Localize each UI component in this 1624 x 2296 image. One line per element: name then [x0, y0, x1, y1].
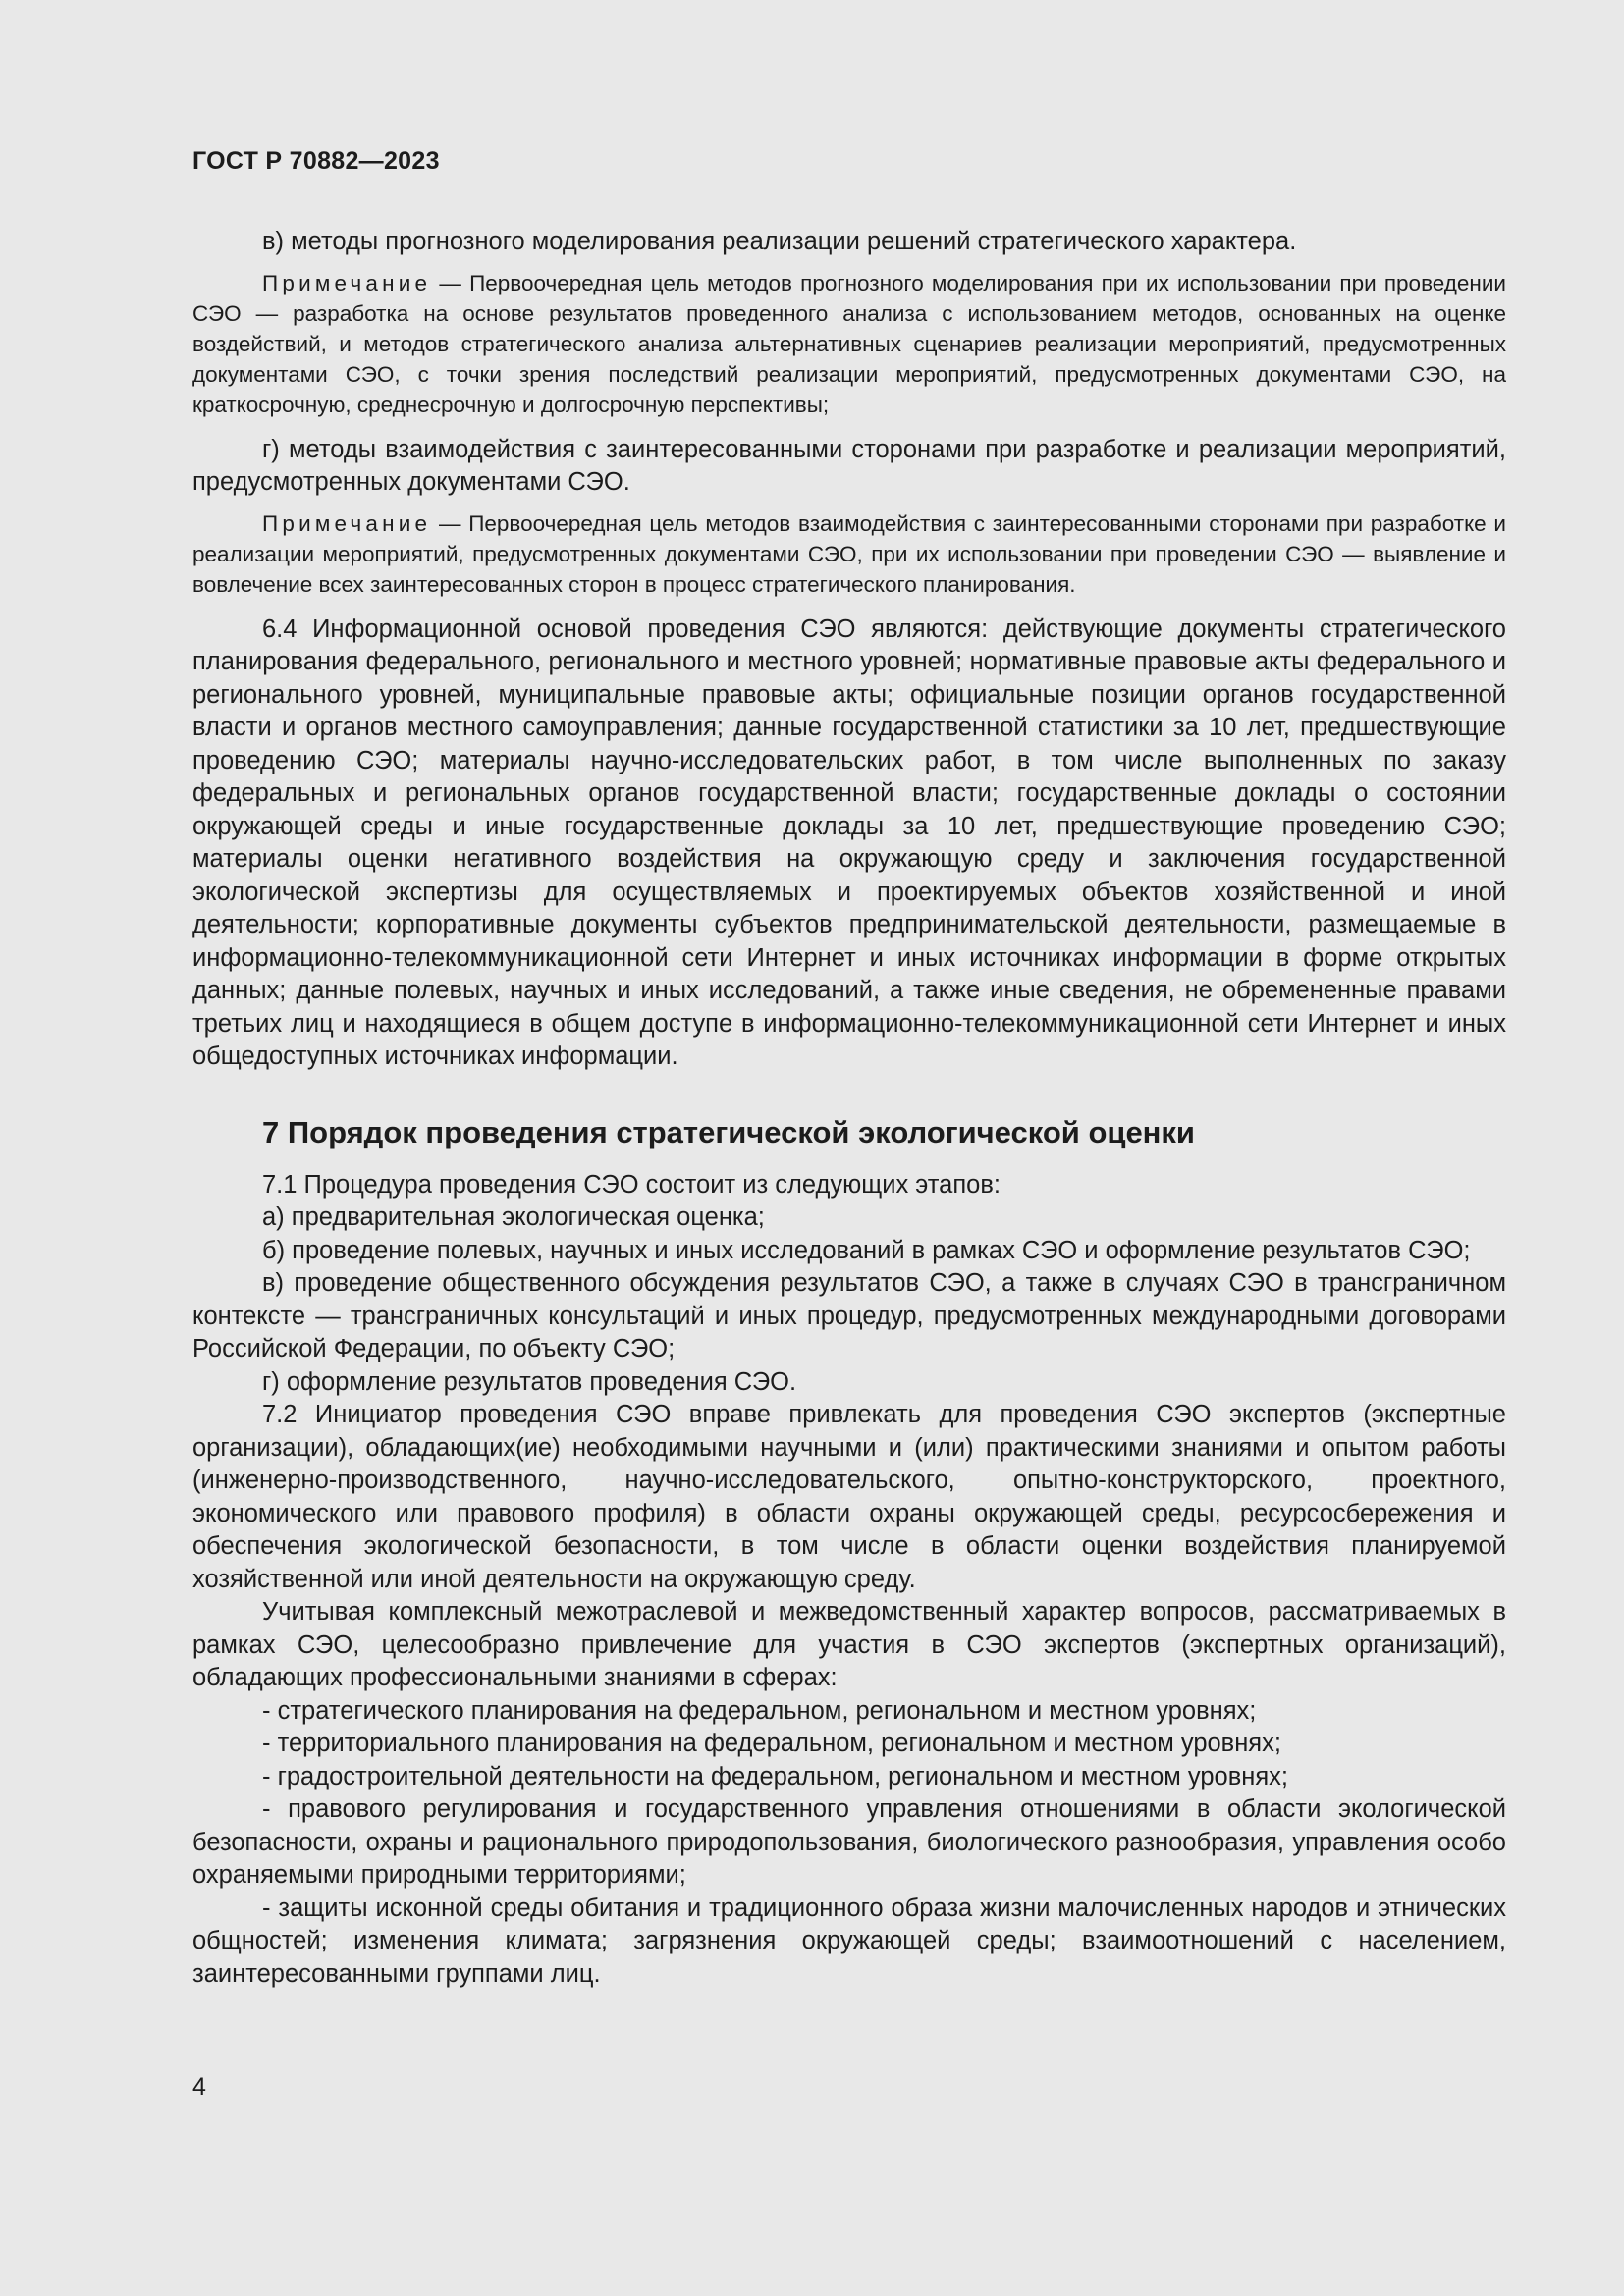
list-item: в) проведение общественного обсуждения результатов СЭО, а также в случаях СЭО в трансграничном контексте — трансграничных консультаций и иных процедур, предусмотренных международными договорами Российской Федерации, по объекту СЭО; [192, 1269, 1506, 1362]
note-paragraph-2 [192, 508, 1506, 600]
note-label: Примечание [262, 510, 432, 536]
dash-list-item: - защиты исконной среды обитания и традиционного образа жизни малочисленных народов и этнических общностей; изменения климата; загрязнения окружающей среды; взаимоотношений с населением, заинтересованными группами лиц. [192, 1894, 1506, 1988]
section-heading: 7 Порядок проведения стратегической экологической оценки [262, 1114, 1195, 1149]
paragraph-7-2: 7.2 Инициатор проведения СЭО вправе привлекать для проведения СЭО экспертов (экспертные организации), обладающих(ие) необходимыми научными и (или) практическими знаниями и опытом работы (инженерно-производственного, научно-исследовательского, опытно-конструкторского, проектного, экономического или правового профиля) в области охраны окружающей среды, ресурсосбережения и обеспечения экологической безопасности, в том числе в области оценки воздействия планируемой хозяйственной или иной деятельности на окружающую среду. [192, 1401, 1506, 1593]
dash-list-item: - стратегического планирования на федеральном, региональном и местном уровнях; [262, 1696, 1257, 1725]
paragraph-6-4: 6.4 Информационной основой проведения СЭО являются: действующие документы стратегического планирования федерального, регионального и местного уровней; нормативные правовые акты федерального и регионального уровней, муниципальные правовые акты; официальные позиции органов государственной власти и органов местного самоуправления; данные государственной статистики за 10 лет, предшествующие проведению СЭО; материалы научно-исследовательских работ, в том числе выполненных по заказу федеральных и региональных органов государственной власти; государственные доклады о состоянии окружающей среды и иные государственные доклады за 10 лет, предшествующие проведению СЭО; материалы оценки негативного воздействия на окружающую среду и заключения государственной экологической экспертизы для осуществляемых и проектируемых объектов хозяйственной и иной деятельности; корпоративные документы субъектов предпринимательской деятельности, размещаемые в информационно-телекоммуникационной сети Интернет и иных источниках информации в форме открытых данных; данные полевых, научных и иных исследований, а также иные сведения, не обремененные правами третьих лиц и находящиеся в общем доступе в информационно-телекоммуникационной сети Интернет и иных общедоступных источниках информации. [192, 614, 1506, 1070]
note-label: Примечание [262, 270, 432, 295]
dash-list-item: - территориального планирования на федеральном, региональном и местном уровнях; [262, 1730, 1281, 1757]
note-paragraph-1 [192, 268, 1506, 420]
list-item: г) оформление результатов проведения СЭО. [262, 1367, 797, 1396]
dash-list-item: - правового регулирования и государственного управления отношениями в области экологической безопасности, охраны и рационального природопользования, биологического разнообразия, управления особо охраняемыми природными территориями; [192, 1795, 1506, 1889]
document-header: ГОСТ Р 70882—2023 [192, 147, 440, 175]
paragraph-list-item-v: в) методы прогнозного моделирования реализации решений стратегического характера. [262, 228, 1297, 255]
page-number: 4 [192, 2073, 206, 2101]
paragraph: Учитывая комплексный межотраслевой и межведомственный характер вопросов, рассматриваемых в рамках СЭО, целесообразно привлечение для участия в СЭО экспертов (экспертных организаций), обладающих профессиональными знаниями в сферах: [192, 1598, 1506, 1691]
paragraph-7-1: 7.1 Процедура проведения СЭО состоит из следующих этапов: [262, 1170, 1001, 1199]
dash-list-item: - градостроительной деятельности на федеральном, региональном и местном уровнях; [262, 1762, 1288, 1790]
note-text: — Первоочередная цель методов прогнозного моделирования при их использовании при проведении СЭО — разработка на основе результатов проведенного анализа с использованием методов, основанных на оценке воздействий, и методов стратегического анализа альтернативных сценариев реализации мероприятий, предусмотренных документами СЭО, с точки зрения последствий реализации мероприятий, предусмотренных документами СЭО, на краткосрочную, среднесрочную и долгосрочную перспективы; [192, 270, 1506, 417]
page-body [192, 226, 1506, 1991]
paragraph-list-item-g: г) методы взаимодействия с заинтересованными сторонами при разработке и реализации мероприятий, предусмотренных документами СЭО. [192, 435, 1506, 496]
note-text: — Первоочередная цель методов взаимодействия с заинтересованными сторонами при разработке и реализации мероприятий, предусмотренных документами СЭО, при их использовании при проведении СЭО — выявление и вовлечение всех заинтересованных сторон в процесс стратегического планирования. [192, 510, 1506, 597]
list-item: б) проведение полевых, научных и иных исследований в рамках СЭО и оформление результатов СЭО; [262, 1236, 1471, 1264]
list-item: а) предварительная экологическая оценка; [262, 1203, 765, 1231]
